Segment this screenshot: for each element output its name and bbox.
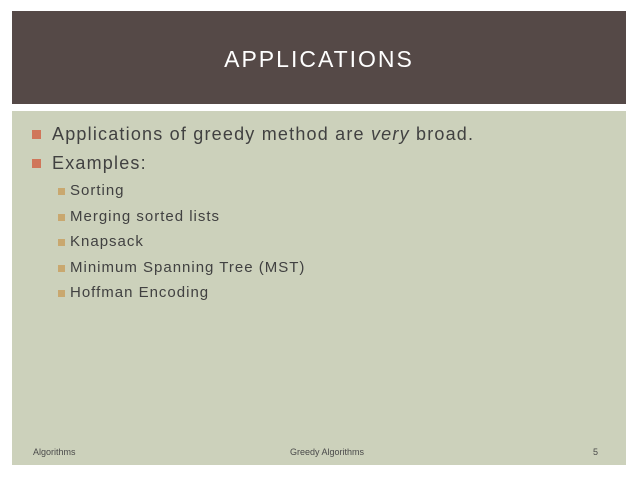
sub-bullet-knapsack — [32, 232, 474, 252]
slide-content — [12, 111, 626, 465]
footer-slide-topic: Greedy Algorithms — [290, 447, 365, 457]
slide-title: APPLICATIONS — [224, 46, 414, 72]
square-bullet-icon — [58, 239, 65, 246]
bullet-applications-emphasis: very — [370, 124, 410, 144]
sub-bullet-mst — [32, 258, 474, 278]
footer-page-number: 5 — [593, 447, 599, 457]
sub-bullet-label: Knapsack — [70, 233, 144, 250]
sub-bullet-merging — [32, 207, 474, 227]
slide-header — [12, 11, 626, 104]
square-bullet-icon — [58, 290, 65, 297]
bullet-applications — [32, 123, 474, 146]
square-bullet-icon — [58, 265, 65, 272]
sub-bullet-label: Merging sorted lists — [70, 207, 221, 225]
sub-bullet-label: Minimum Spanning Tree (MST) — [70, 258, 306, 276]
square-bullet-icon — [32, 130, 41, 139]
square-bullet-icon — [32, 159, 41, 168]
sub-bullet-sorting — [32, 181, 474, 201]
sub-bullet-hoffman — [32, 283, 474, 303]
bullet-applications-prefix: Applications of greedy method are — [52, 124, 371, 144]
bullet-list — [32, 123, 474, 309]
sub-bullet-label: Hoffman Encoding — [70, 284, 210, 301]
square-bullet-icon — [58, 214, 65, 221]
sub-bullet-label: Sorting — [70, 182, 125, 199]
bullet-applications-suffix: broad. — [409, 124, 475, 144]
footer-course-name: Algorithms — [33, 447, 76, 457]
bullet-examples-label: Examples: — [52, 153, 147, 173]
square-bullet-icon — [58, 188, 65, 195]
bullet-examples — [32, 152, 474, 175]
